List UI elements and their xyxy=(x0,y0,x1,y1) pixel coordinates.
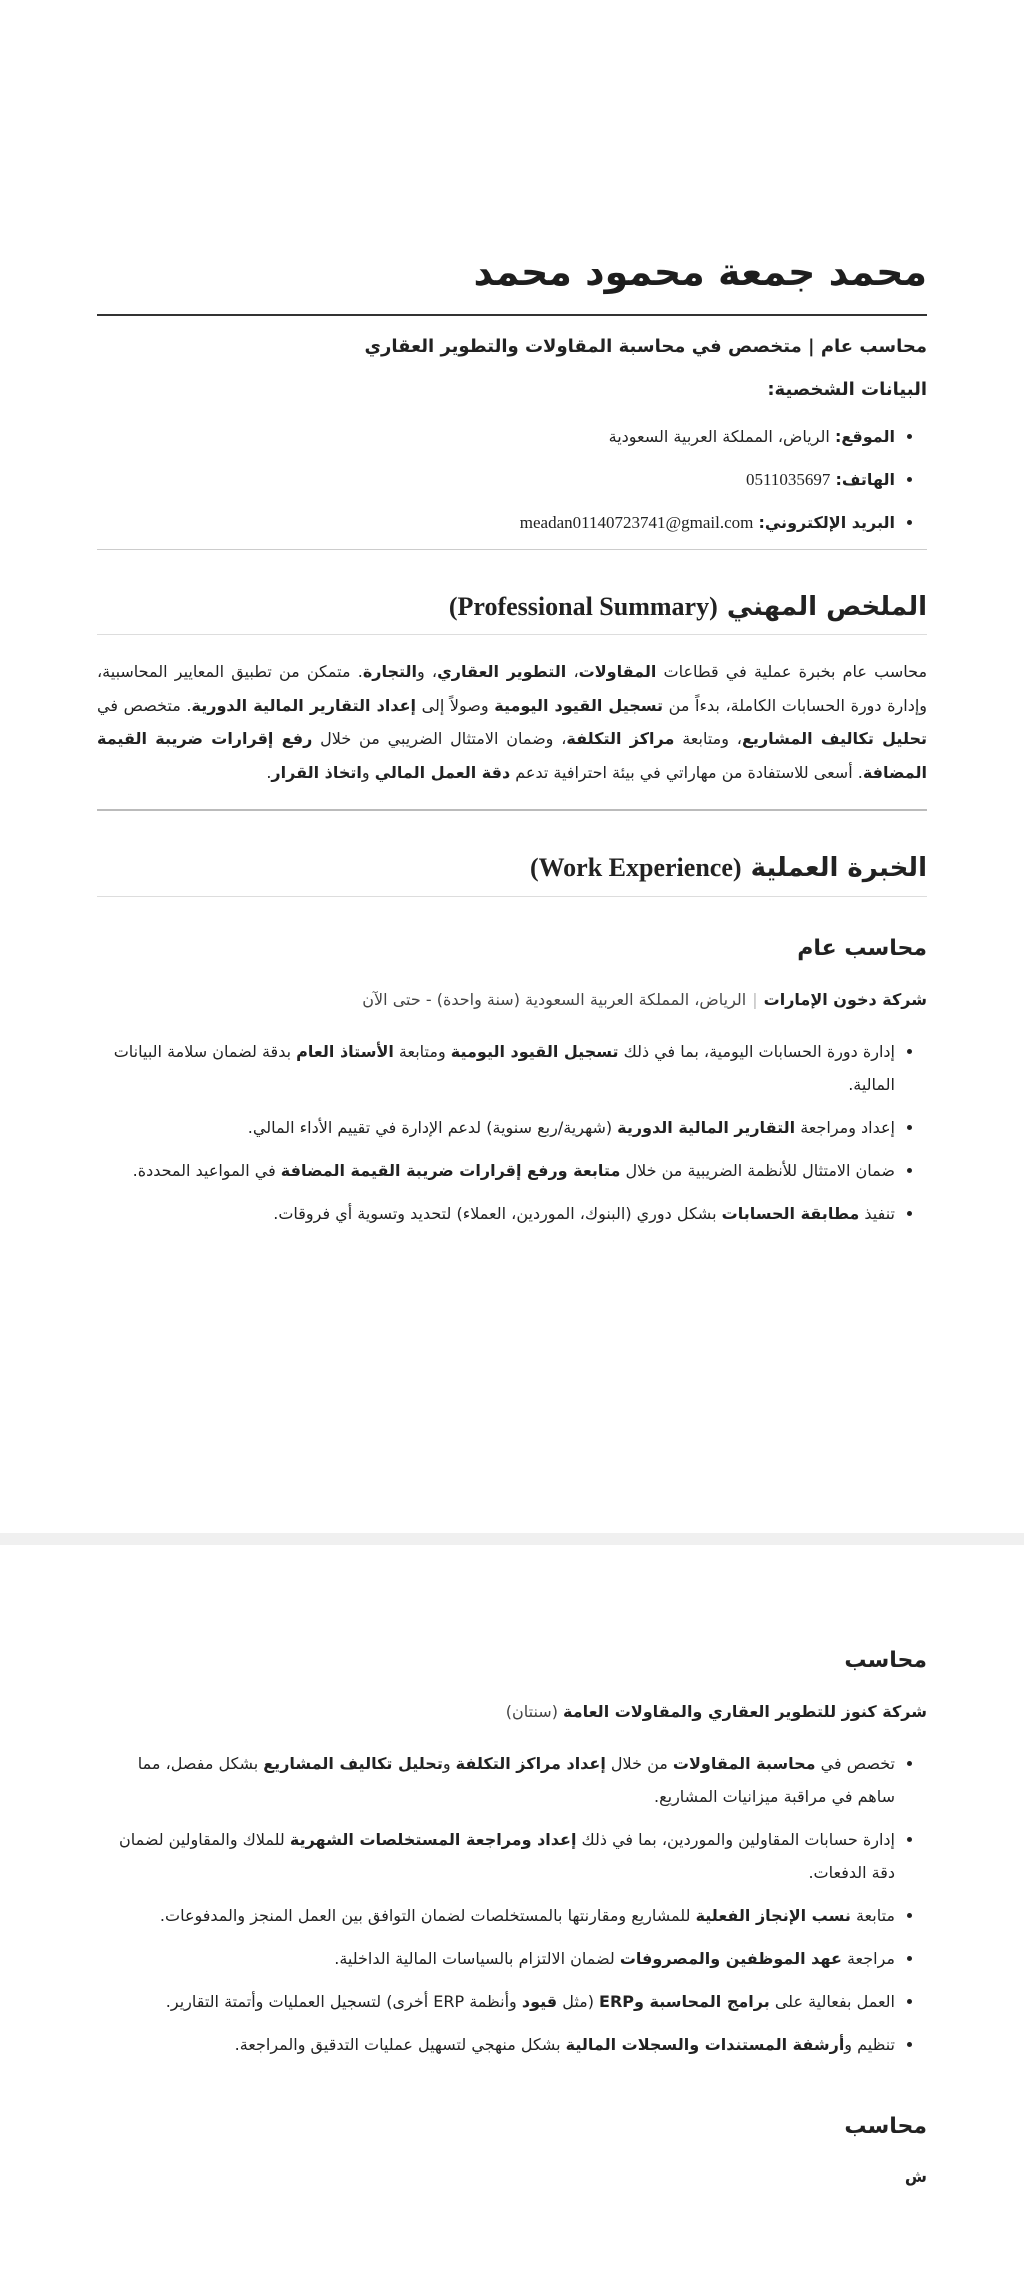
heading-ar: الملخص المهني xyxy=(726,591,927,622)
emphasis-text: متابعة ورفع إقرارات ضريبة القيمة المضافة xyxy=(280,1160,621,1180)
job-subtitle: محاسب عام | متخصص في محاسبة المقاولات والتطوير العقاري xyxy=(364,335,927,357)
job-bullets xyxy=(97,1035,927,1230)
text-segment: ، xyxy=(566,662,579,682)
page-content xyxy=(97,250,927,1240)
job-bullet xyxy=(97,1154,895,1187)
job-bullets xyxy=(97,1747,927,2061)
job-meta: (سنتان) xyxy=(505,1701,558,1721)
text-segment: للملاك والمقاولين لضمان دقة الدفعات. xyxy=(118,1829,895,1882)
job-bullet xyxy=(97,1747,895,1813)
company-name: شركة كنوز للتطوير العقاري والمقاولات العامة xyxy=(563,1701,927,1721)
text-segment: تنظيم و xyxy=(844,2034,895,2054)
text-segment: ، و xyxy=(417,662,438,682)
resume-page-2 xyxy=(0,1545,1024,2276)
emphasis-text: اتخاذ القرار xyxy=(271,762,362,782)
emphasis-text: مراكز التكلفة xyxy=(566,729,675,749)
emphasis-text: إعداد التقارير المالية الدورية xyxy=(191,695,416,715)
summary-heading xyxy=(97,590,927,625)
company-line xyxy=(97,2167,927,2186)
text-segment: في المواعيد المحددة. xyxy=(132,1160,281,1180)
job-bullet xyxy=(97,1985,895,2018)
emphasis-text: محاسبة المقاولات xyxy=(672,1753,816,1773)
contact-location xyxy=(97,420,895,453)
emphasis-text: تسجيل القيود اليومية xyxy=(494,695,664,715)
emphasis-text: الأستاذ العام xyxy=(296,1041,394,1061)
text-segment: ، وضمان الامتثال الضريبي من خلال xyxy=(312,729,567,749)
text-segment: من خلال xyxy=(605,1753,673,1773)
summary-text xyxy=(97,655,927,789)
emphasis-text: التقارير المالية الدورية xyxy=(617,1117,796,1137)
emphasis-text: التجارة xyxy=(362,662,418,682)
text-segment: (مثل xyxy=(557,1991,600,2011)
text-segment: إدارة حسابات المقاولين والموردين، بما في ذلك xyxy=(576,1829,895,1849)
company-name: ش xyxy=(904,2167,927,2187)
job-entry xyxy=(97,2113,927,2187)
text-segment: تنفيذ xyxy=(859,1203,895,1223)
text-segment: . أسعى للاستفادة من مهاراتي في بيئة احترافية تدعم xyxy=(510,762,863,782)
contact-label: البريد الإلكتروني: xyxy=(758,512,895,532)
emphasis-text: إعداد مراكز التكلفة xyxy=(455,1753,606,1773)
job-bullet xyxy=(97,1035,895,1101)
emphasis-text: المقاولات xyxy=(578,662,657,682)
text-segment: وصولاً إلى xyxy=(416,695,495,715)
text-segment: بشكل منهجي لتسهيل عمليات التدقيق والمراجعة. xyxy=(234,2034,566,2054)
company-line xyxy=(97,990,927,1009)
text-segment: للمشاريع ومقارنتها بالمستخلصات لضمان التوافق بين العمل المنجز والمدفوعات. xyxy=(159,1905,696,1925)
text-segment: بشكل مفصل، مما ساهم في مراقبة ميزانيات المشاريع. xyxy=(137,1753,895,1806)
text-segment: محاسب عام بخبرة عملية في قطاعات xyxy=(656,662,928,682)
divider xyxy=(97,896,927,897)
contact-label: الهاتف: xyxy=(835,469,895,489)
job-title: محاسب عام xyxy=(797,936,927,962)
text-segment: بشكل دوري (البنوك، الموردين، العملاء) لتحديد وتسوية أي فروقات. xyxy=(273,1203,722,1223)
job-entry xyxy=(97,935,927,1230)
divider xyxy=(97,634,927,635)
emphasis-text: برامج المحاسبة وERP xyxy=(599,1991,770,2011)
text-segment: و xyxy=(442,1753,456,1773)
heading-en: (Work Experience) xyxy=(529,853,742,883)
text-segment: وأنظمة ERP أخرى) لتسجيل العمليات وأتمتة التقارير. xyxy=(165,1991,522,2011)
email-link[interactable]: meadan01140723741@gmail.com xyxy=(519,512,754,532)
text-segment: . xyxy=(266,762,272,782)
divider xyxy=(97,549,927,550)
contact-email xyxy=(97,506,895,539)
divider xyxy=(97,809,927,811)
job-bullet xyxy=(97,1197,895,1230)
company-line xyxy=(97,1702,927,1721)
job-bullet xyxy=(97,1942,895,1975)
job-entry xyxy=(97,1647,927,2061)
heading-en: (Professional Summary) xyxy=(448,591,718,621)
text-segment: مراجعة xyxy=(841,1948,895,1968)
emphasis-text: دقة العمل المالي xyxy=(374,762,511,782)
emphasis-text: تسجيل القيود اليومية xyxy=(450,1041,619,1061)
text-segment: إعداد ومراجعة xyxy=(795,1117,895,1137)
personal-info-label: البيانات الشخصية: xyxy=(767,378,927,400)
text-segment: . متمكن من تطبيق المعايير المحاسبية، وإدارة دورة الحسابات الكاملة، بدءاً من xyxy=(97,662,928,715)
emphasis-text: نسب الإنجاز الفعلية xyxy=(695,1905,851,1925)
emphasis-text: التطوير العقاري xyxy=(437,662,567,682)
page-content xyxy=(97,1647,927,2212)
job-title: محاسب xyxy=(844,2113,927,2139)
text-segment: ضمان الامتثال للأنظمة الضريبية من خلال xyxy=(620,1160,895,1180)
contact-phone xyxy=(97,463,895,496)
emphasis-text: عهد الموظفين والمصروفات xyxy=(619,1948,842,1968)
text-segment: ، ومتابعة xyxy=(674,729,742,749)
text-segment: العمل بفعالية على xyxy=(769,1991,895,2011)
emphasis-text: أرشفة المستندات والسجلات المالية xyxy=(565,2034,845,2054)
text-segment: إدارة دورة الحسابات اليومية، بما في ذلك xyxy=(618,1041,895,1061)
contact-value: 0511035697 xyxy=(746,469,831,489)
emphasis-text: تحليل تكاليف المشاريع xyxy=(263,1753,443,1773)
candidate-name: محمد جمعة محمود محمد xyxy=(473,250,927,294)
emphasis-text: رفع إقرارات ضريبة القيمة المضافة xyxy=(97,729,927,782)
job-meta: الرياض، المملكة العربية السعودية (سنة واحدة) - حتى الآن xyxy=(362,989,747,1009)
emphasis-text: تحليل تكاليف المشاريع xyxy=(741,729,928,749)
text-segment: و xyxy=(361,762,375,782)
emphasis-text: إعداد ومراجعة المستخلصات الشهرية xyxy=(289,1829,577,1849)
text-segment: لضمان الالتزام بالسياسات المالية الداخلية. xyxy=(334,1948,620,1968)
contact-list xyxy=(97,420,927,539)
text-segment: متابعة xyxy=(850,1905,895,1925)
text-segment: ومتابعة xyxy=(393,1041,451,1061)
contact-label: الموقع: xyxy=(834,426,895,446)
job-bullet xyxy=(97,2028,895,2061)
text-segment: تخصص في xyxy=(815,1753,895,1773)
job-title: محاسب xyxy=(844,1648,927,1673)
text-segment: (شهرية/ربع سنوية) لدعم الإدارة في تقييم الأداء المالي. xyxy=(247,1117,618,1137)
text-segment: بدقة لضمان سلامة البيانات المالية. xyxy=(113,1041,895,1094)
heading-ar: الخبرة العملية xyxy=(750,853,927,884)
company-name: شركة دخون الإمارات xyxy=(763,989,927,1009)
separator: | xyxy=(752,989,758,1009)
job-bullet xyxy=(97,1823,895,1889)
job-bullet xyxy=(97,1899,895,1932)
emphasis-text: مطابقة الحسابات xyxy=(721,1203,860,1223)
contact-value: الرياض، المملكة العربية السعودية xyxy=(608,426,830,446)
emphasis-text: قيود xyxy=(521,1991,558,2011)
job-bullet xyxy=(97,1111,895,1144)
experience-heading xyxy=(97,851,927,886)
text-segment: . متخصص في xyxy=(97,695,192,715)
divider xyxy=(97,314,927,316)
